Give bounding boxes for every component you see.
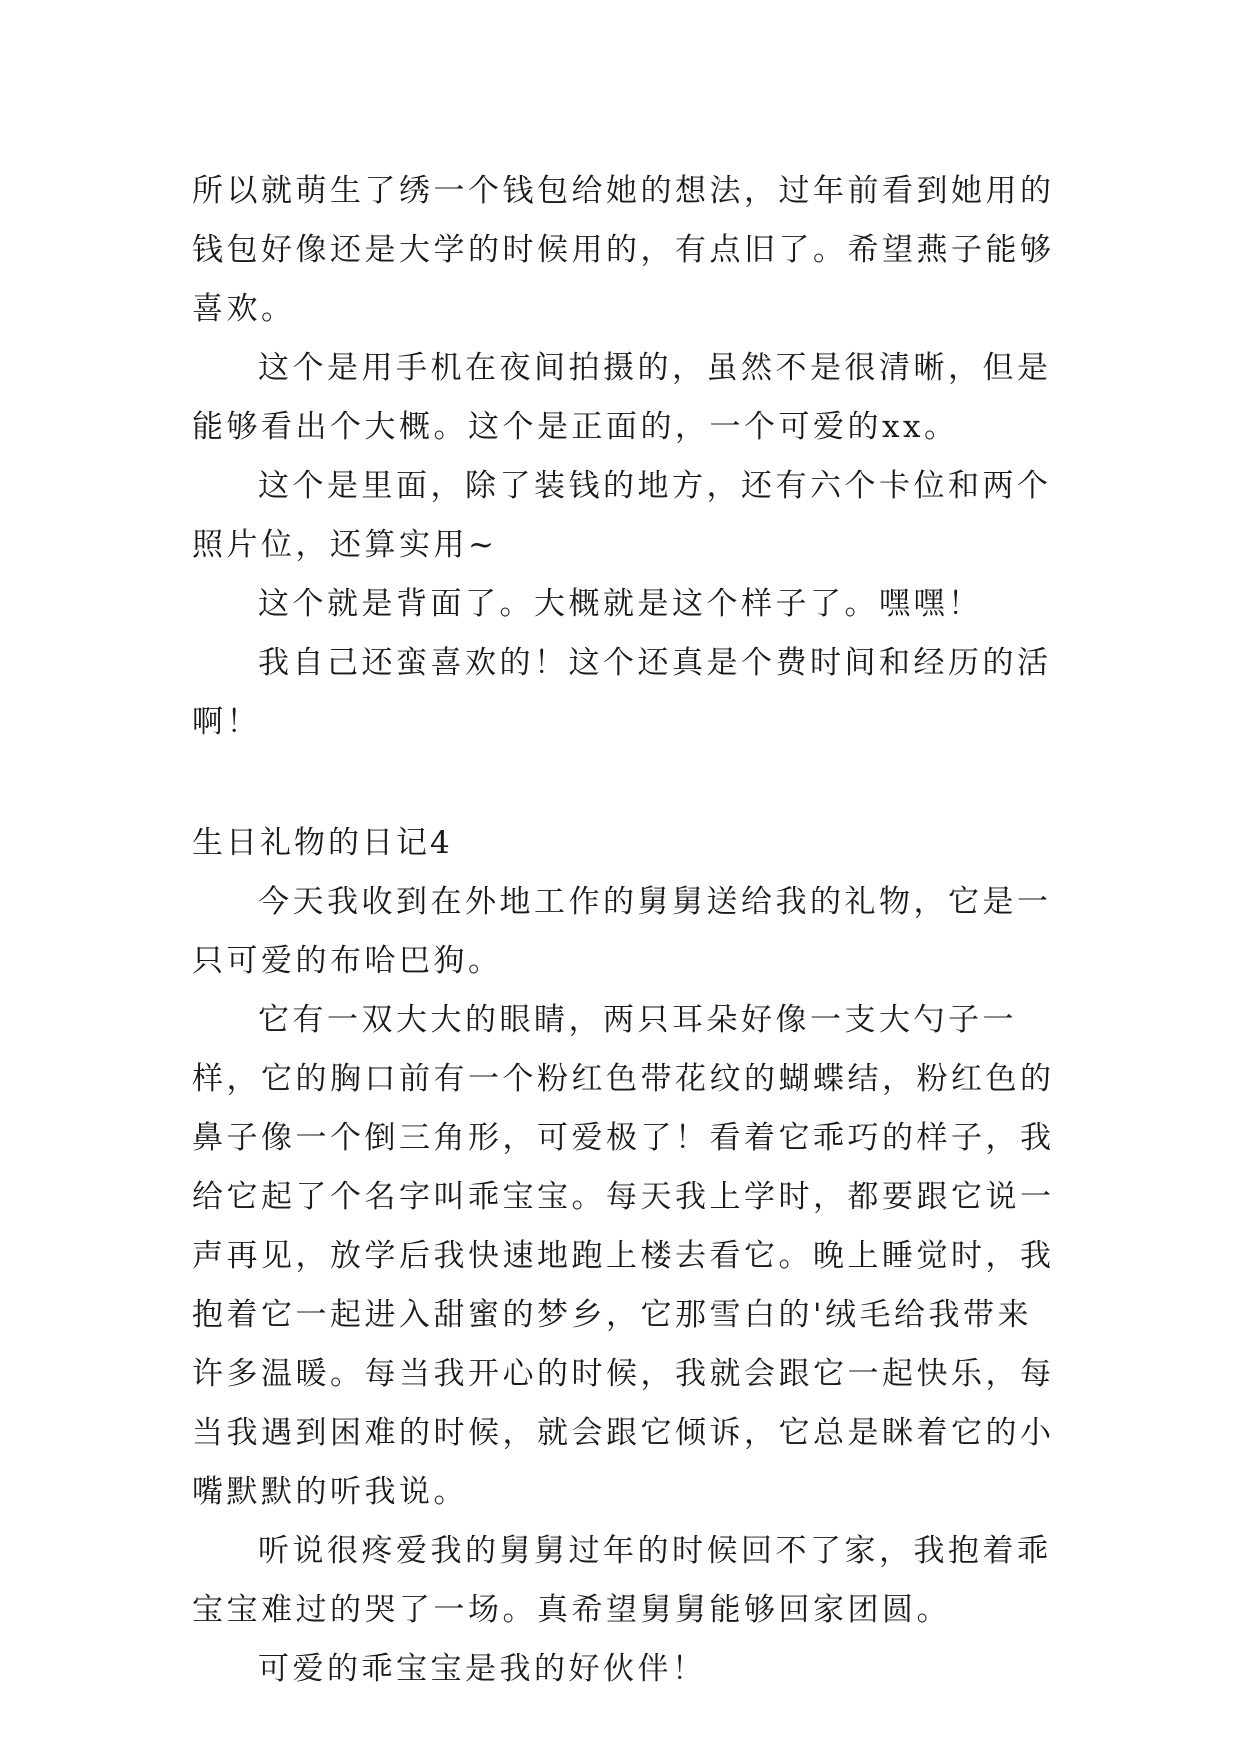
paragraph: 这个是里面，除了装钱的地方，还有六个卡位和两个照片位，还算实用~ (192, 468, 1052, 563)
paragraph: 这个就是背面了。大概就是这个样子了。嘿嘿！ (258, 586, 983, 622)
paragraph: 我自己还蛮喜欢的！这个还真是个费时间和经历的活啊！ (192, 645, 1052, 740)
paragraph: 这个是用手机在夜间拍摄的，虽然不是很清晰，但是能够看出个大概。这个是正面的，一个可爱的xx。 (192, 350, 1052, 445)
section-title: 生日礼物的日记4 (192, 825, 453, 861)
paragraph: 听说很疼爱我的舅舅过年的时候回不了家，我抱着乖宝宝难过的哭了一场。真希望舅舅能够回家团圆。 (192, 1533, 1052, 1628)
paragraph: 可爱的乖宝宝是我的好伙伴！ (258, 1651, 707, 1687)
paragraph: 它有一双大大的眼睛，两只耳朵好像一支大勺子一样，它的胸口前有一个粉红色带花纹的蝴蝶结，粉红色的鼻子像一个倒三角形，可爱极了！看着它乖巧的样子，我给它起了个名字叫乖宝宝。每天我上学时，都要跟它说一声再见，放学后我快速地跑上楼去看它。晚上睡觉时，我抱着它一起进入甜蜜的梦乡，它那雪白的'绒毛给我带来许多温暖。每当我开心的时候，我就会跟它一起快乐，每当我遇到困难的时候，就会跟它倾诉，它总是眯着它的小嘴默默的听我说。 (192, 1002, 1055, 1510)
paragraph: 今天我收到在外地工作的舅舅送给我的礼物，它是一只可爱的布哈巴狗。 (192, 884, 1052, 979)
paragraph: 所以就萌生了绣一个钱包给她的想法，过年前看到她用的钱包好像还是大学的时候用的，有点旧了。希望燕子能够喜欢。 (192, 173, 1055, 327)
document-body (192, 162, 1057, 1699)
